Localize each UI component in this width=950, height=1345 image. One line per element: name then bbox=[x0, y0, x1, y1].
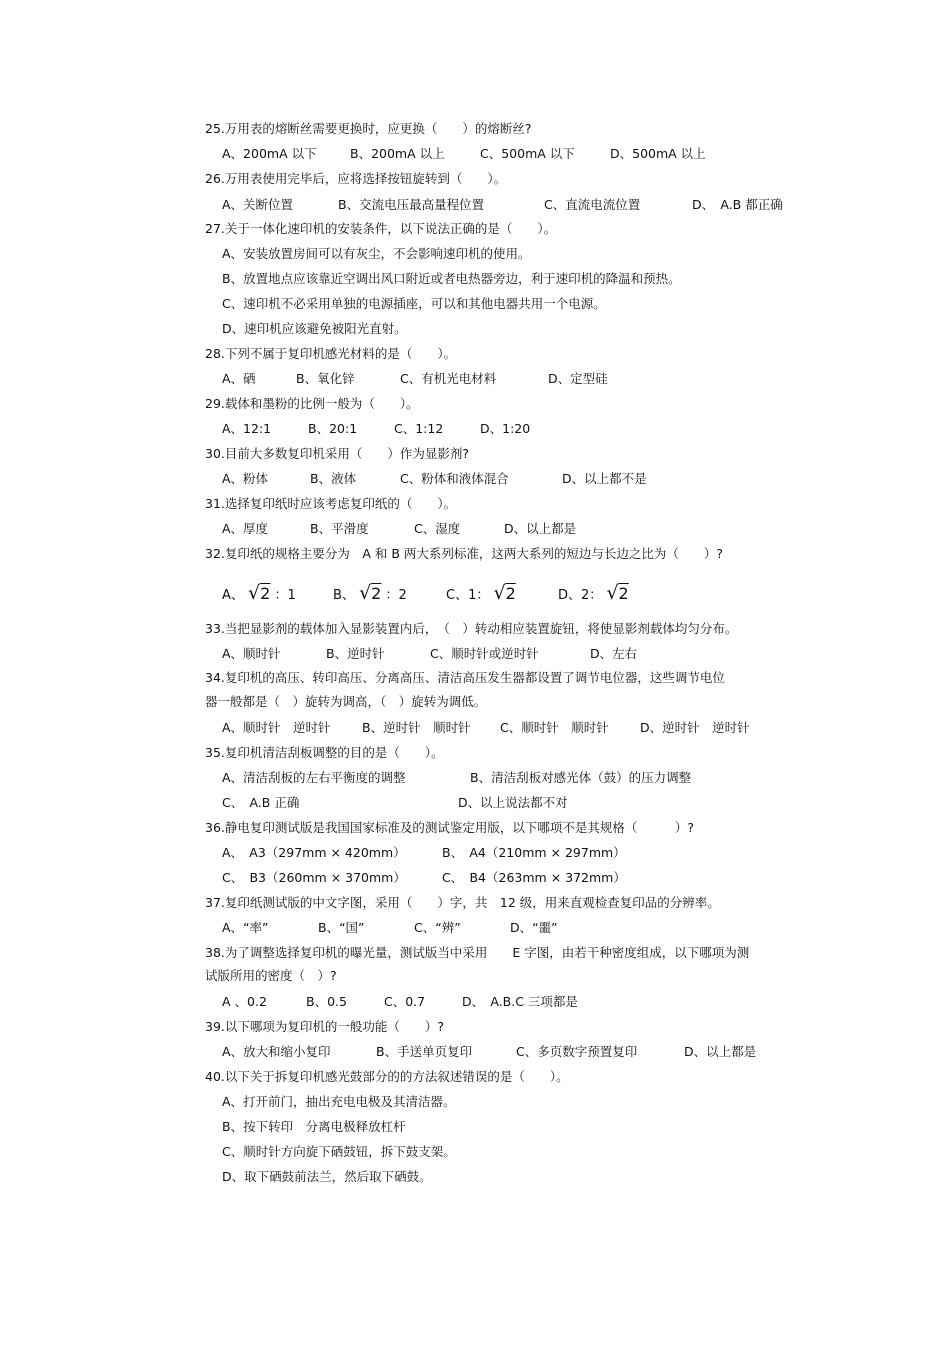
q27-option-a: A、安装放置房间可以有灰尘，不会影响速印机的使用。 bbox=[222, 246, 531, 261]
q30-option-a: A、粉体 bbox=[222, 471, 269, 486]
question-28-stem: 28.下列不属于复印机感光材料的是（ ）。 bbox=[205, 346, 457, 361]
q29-option-a: A、12:1 bbox=[222, 421, 272, 436]
q26-option-d: D、 A.B 都正确 bbox=[692, 197, 783, 212]
question-27-stem: 27.关于一体化速印机的安装条件，以下说法正确的是（ ）。 bbox=[205, 221, 557, 236]
question-35-stem: 35.复印机清洁刮板调整的目的是（ ）。 bbox=[205, 745, 444, 760]
q34-option-d: D、逆时针 逆时针 bbox=[640, 720, 750, 735]
q32-option-b-prefix: B、 bbox=[333, 588, 355, 603]
q32-option-b-suffix: ：2 bbox=[385, 588, 407, 603]
q25-option-c: C、500mA 以下 bbox=[480, 146, 575, 161]
q28-option-b: B、氧化锌 bbox=[296, 371, 355, 386]
q29-option-c: C、1:12 bbox=[394, 421, 444, 436]
q36-option-c: C、 B3（260mm × 370mm） bbox=[222, 870, 406, 885]
q35-option-c: C、 A.B 正确 bbox=[222, 795, 300, 810]
q26-option-a: A、关断位置 bbox=[222, 197, 294, 212]
q37-option-b: B、“国” bbox=[318, 920, 365, 935]
q30-option-b: B、液体 bbox=[310, 471, 357, 486]
q29-option-d: D、1:20 bbox=[480, 421, 531, 436]
question-26-stem: 26.万用表使用完毕后，应将选择按钮旋转到（ ）。 bbox=[205, 171, 507, 186]
q27-option-c: C、速印机不必采用单独的电源插座，可以和其他电器共用一个电源。 bbox=[222, 296, 606, 311]
question-36-stem: 36.静电复印测试版是我国国家标准及的测试鉴定用版，以下哪项不是其规格（ ）? bbox=[205, 820, 695, 835]
q26-option-c: C、直流电流位置 bbox=[544, 197, 641, 212]
q32-option-c bbox=[446, 583, 516, 606]
q32-option-c-prefix: C、1： bbox=[446, 588, 490, 603]
radical-icon: √ bbox=[359, 582, 372, 604]
q32-option-b-radicand: 2 bbox=[371, 584, 382, 603]
q39-option-c: C、多页数字预置复印 bbox=[516, 1044, 638, 1059]
q32-option-a-radicand: 2 bbox=[260, 584, 271, 603]
q28-option-d: D、定型硅 bbox=[548, 371, 608, 386]
q26-option-b: B、交流电压最高量程位置 bbox=[338, 197, 485, 212]
question-40-stem: 40.以下关于拆复印机感光鼓部分的的方法叙述错误的是（ ）。 bbox=[205, 1069, 569, 1084]
q33-option-c: C、顺时针或逆时针 bbox=[430, 646, 539, 661]
q28-option-a: A、硒 bbox=[222, 371, 256, 386]
q37-option-c: C、“辨” bbox=[414, 920, 461, 935]
q37-option-d: D、“噩” bbox=[510, 920, 558, 935]
question-25-stem: 25.万用表的熔断丝需要更换时，应更换（ ）的熔断丝? bbox=[205, 121, 532, 136]
q40-option-b: B、按下转印 分离电极释放杠杆 bbox=[222, 1119, 406, 1134]
q33-option-b: B、逆时针 bbox=[326, 646, 385, 661]
question-30-stem: 30.目前大多数复印机采用（ ）作为显影剂? bbox=[205, 446, 470, 461]
q31-option-c: C、湿度 bbox=[414, 521, 461, 536]
q37-option-a: A、“率” bbox=[222, 920, 269, 935]
q39-option-d: D、以上都是 bbox=[684, 1044, 757, 1059]
q40-option-c: C、顺时针方向旋下硒鼓钮，拆下鼓支架。 bbox=[222, 1144, 456, 1159]
question-39-stem: 39.以下哪项为复印机的一般功能（ ）? bbox=[205, 1019, 445, 1034]
q39-option-a: A、放大和缩小复印 bbox=[222, 1044, 331, 1059]
q36-option-b: B、 A4（210mm × 297mm） bbox=[442, 845, 626, 860]
q36-option-d: C、 B4（263mm × 372mm） bbox=[442, 870, 626, 885]
q33-option-a: A、顺时针 bbox=[222, 646, 281, 661]
question-34-stem-line2: 器一般都是（ ）旋转为调高，（ ）旋转为调低。 bbox=[205, 694, 487, 709]
q29-option-b: B、20:1 bbox=[308, 421, 358, 436]
q40-option-a: A、打开前门，抽出充电电极及其清洁器。 bbox=[222, 1094, 456, 1109]
q38-option-b: B、0.5 bbox=[306, 994, 347, 1009]
q32-option-a-suffix: ：1 bbox=[274, 588, 296, 603]
q25-option-a: A、200mA 以下 bbox=[222, 146, 317, 161]
q32-option-b bbox=[333, 583, 407, 606]
q31-option-a: A、厚度 bbox=[222, 521, 269, 536]
q38-option-a: A 、0.2 bbox=[222, 994, 267, 1009]
question-38-stem-line2: 试版所用的密度（ ）? bbox=[205, 968, 337, 983]
q32-option-d-radicand: 2 bbox=[618, 584, 629, 603]
q25-option-b: B、200mA 以上 bbox=[350, 146, 445, 161]
q27-option-d: D、速印机应该避免被阳光直射。 bbox=[222, 321, 407, 336]
radical-icon: √ bbox=[248, 582, 261, 604]
q34-option-a: A、顺时针 逆时针 bbox=[222, 720, 331, 735]
q33-option-d: D、左右 bbox=[590, 646, 638, 661]
q32-option-d-prefix: D、2： bbox=[558, 588, 603, 603]
q35-option-a: A、清洁刮板的左右平衡度的调整 bbox=[222, 770, 406, 785]
question-31-stem: 31.选择复印纸时应该考虑复印纸的（ ）。 bbox=[205, 496, 457, 511]
q35-option-d: D、以上说法都不对 bbox=[458, 795, 568, 810]
q36-option-a: A、 A3（297mm × 420mm） bbox=[222, 845, 406, 860]
q32-option-a bbox=[222, 583, 296, 606]
q27-option-b: B、放置地点应该靠近空调出风口附近或者电热器旁边，利于速印机的降温和预热。 bbox=[222, 271, 681, 286]
question-38-stem-line1: 38.为了调整选择复印机的曝光量，测试版当中采用 E 字图，由若干种密度组成，以下哪项为测 bbox=[205, 945, 750, 960]
q35-option-b: B、清洁刮板对感光体（鼓）的压力调整 bbox=[470, 770, 692, 785]
radical-icon: √ bbox=[493, 582, 506, 604]
question-37-stem: 37.复印纸测试版的中文字图，采用（ ）字，共 12 级，用来直观检查复印品的分辨率。 bbox=[205, 895, 720, 910]
q34-option-c: C、顺时针 顺时针 bbox=[500, 720, 609, 735]
q38-option-d: D、 A.B.C 三项都是 bbox=[462, 994, 578, 1009]
q30-option-d: D、以上都不是 bbox=[562, 471, 647, 486]
q34-option-b: B、逆时针 顺时针 bbox=[362, 720, 471, 735]
radical-icon: √ bbox=[606, 582, 619, 604]
q32-option-d bbox=[558, 583, 629, 606]
q30-option-c: C、粉体和液体混合 bbox=[400, 471, 509, 486]
question-33-stem: 33.当把显影剂的载体加入显影装置内后， （ ）转动相应装置旋钮，将使显影剂载体均匀分布。 bbox=[205, 621, 738, 636]
q31-option-d: D、以上都是 bbox=[504, 521, 577, 536]
q32-option-c-radicand: 2 bbox=[505, 584, 516, 603]
question-32-stem: 32.复印纸的规格主要分为 A 和 B 两大系列标准，这两大系列的短边与长边之比为（ ）? bbox=[205, 546, 724, 561]
q31-option-b: B、平滑度 bbox=[310, 521, 369, 536]
question-34-stem-line1: 34.复印机的高压、转印高压、分离高压、清洁高压发生器都设置了调节电位器，这些调节电位 bbox=[205, 670, 725, 685]
q32-option-a-prefix: A、 bbox=[222, 588, 244, 603]
q40-option-d: D、取下硒鼓前法兰，然后取下硒鼓。 bbox=[222, 1169, 432, 1184]
q39-option-b: B、手送单页复印 bbox=[376, 1044, 473, 1059]
question-29-stem: 29.载体和墨粉的比例一般为（ ）。 bbox=[205, 396, 419, 411]
q38-option-c: C、0.7 bbox=[384, 994, 426, 1009]
q28-option-c: C、有机光电材料 bbox=[400, 371, 497, 386]
q25-option-d: D、500mA 以上 bbox=[610, 146, 706, 161]
